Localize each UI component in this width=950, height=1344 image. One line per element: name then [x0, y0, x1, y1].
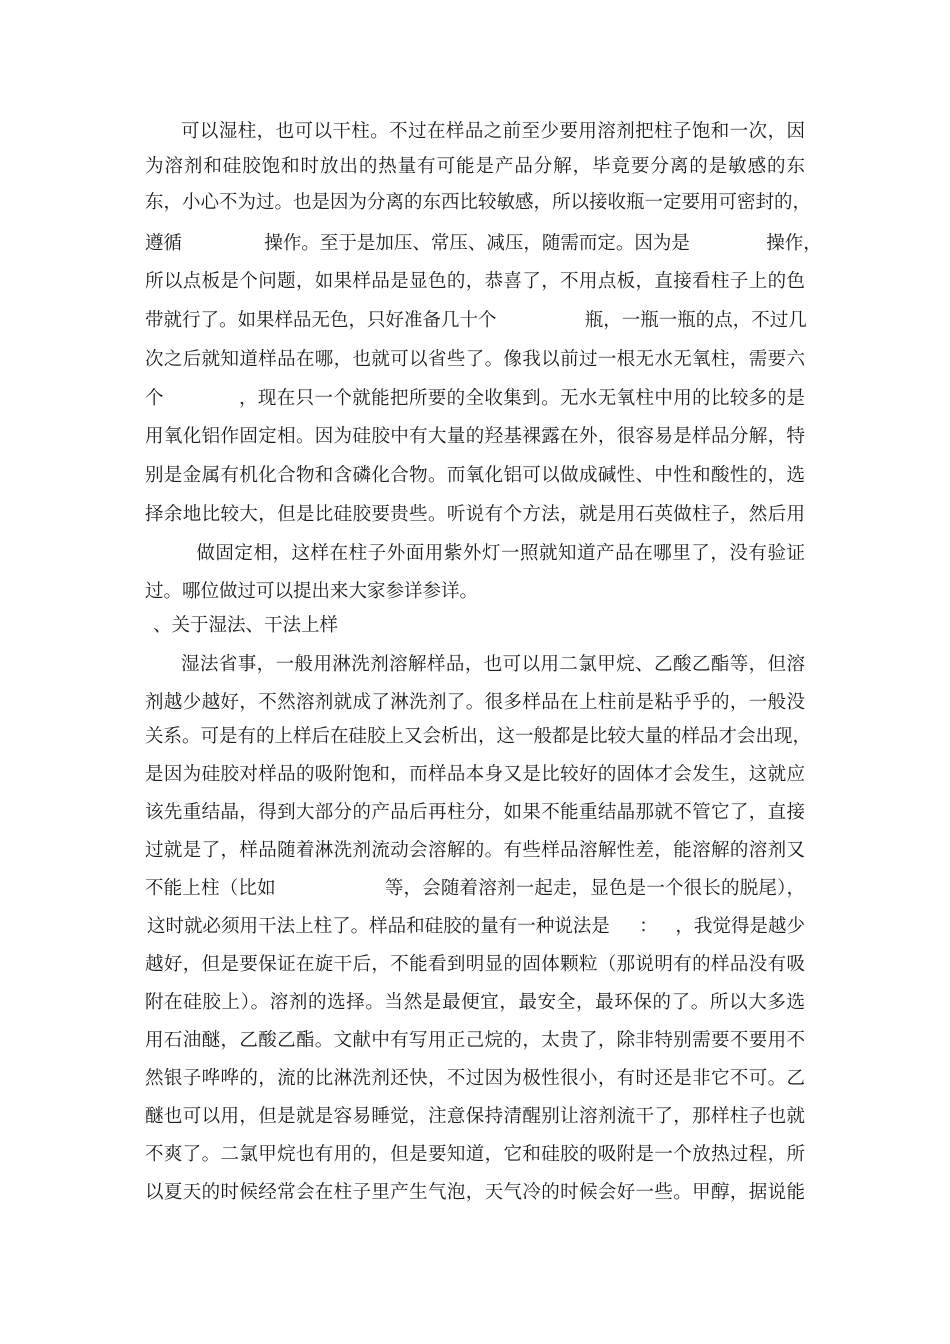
text-line: 醚也可以用，但是就是容易睡觉，注意保持清醒别让溶剂流干了，那样柱子也就: [145, 1106, 805, 1127]
text-line: 以夏天的时候经常会在柱子里产生气泡，天气冷的时候会好一些。甲醇，据说能: [145, 1182, 805, 1203]
text-line: 越好，但是要保证在旋干后，不能看到明显的固体颗粒（那说明有的样品没有吸: [145, 954, 805, 975]
text-line: 东，小心不为过。也是因为分离的东西比较敏感，所以接收瓶一定要用可密封的，: [145, 192, 812, 213]
text-line: 不爽了。二氯甲烷也有用的，但是要知道，它和硅胶的吸附是一个放热过程，所: [145, 1144, 805, 1165]
text-line: 关系。可是有的上样后在硅胶上又会析出，这一般都是比较大量的样品才会出现，: [145, 726, 812, 747]
text-line: 附在硅胶上）。溶剂的选择。当然是最便宜，最安全，最环保的了。所以大多选: [145, 992, 805, 1013]
text-line: 过。哪位做过可以提出来大家参详参详。: [145, 581, 479, 602]
text-line: 过就是了，样品随着淋洗剂流动会溶解的。有些样品溶解性差，能溶解的溶剂又: [145, 840, 805, 861]
text-line: 这时就必须用干法上柱了。样品和硅胶的量有一种说法是 ： ，我觉得是越少: [147, 916, 805, 937]
text-line: 个 ，现在只一个就能把所要的全收集到。无水无氧柱中用的比较多的是: [145, 388, 805, 409]
text-line: 不能上柱（比如 等，会随着溶剂一起走，显色是一个很长的脱尾），: [145, 878, 805, 899]
text-line: 用氧化铝作固定相。因为硅胶中有大量的羟基裸露在外，很容易是样品分解，特: [145, 426, 805, 447]
text-line: 剂越少越好，不然溶剂就成了淋洗剂了。很多样品在上柱前是粘乎乎的，一般没: [145, 692, 805, 713]
text-line: 该先重结晶，得到大部分的产品后再柱分，如果不能重结晶那就不管它了，直接: [145, 802, 805, 823]
text-line: 择余地比较大，但是比硅胶要贵些。听说有个方法，就是用石英做柱子，然后用: [145, 504, 805, 525]
text-line: 遵循 操作。至于是加压、常压、减压，随需而定。因为是 操作，: [145, 233, 822, 254]
text-line: 湿法省事，一般用淋洗剂溶解样品，也可以用二氯甲烷、乙酸乙酯等，但溶: [181, 654, 805, 675]
section-heading: 、关于湿法、干法上样: [153, 615, 339, 636]
text-line: 次之后就知道样品在哪，也就可以省些了。像我以前过一根无水无氧柱，需要六: [145, 349, 805, 370]
text-line: 然银子哗哗的，流的比淋洗剂还快，不过因为极性很小，有时还是非它不可。乙: [145, 1068, 805, 1089]
text-line: 所以点板是个问题，如果样品是显色的，恭喜了，不用点板，直接看柱子上的色: [145, 271, 805, 292]
text-line: 是因为硅胶对样品的吸附饱和，而样品本身又是比较好的固体才会发生，这就应: [145, 764, 805, 785]
text-line: 用石油醚，乙酸乙酯。文献中有写用正己烷的，太贵了，除非特别需要不要用不: [145, 1030, 805, 1051]
text-line: 为溶剂和硅胶饱和时放出的热量有可能是产品分解，毕竟要分离的是敏感的东: [145, 156, 805, 177]
text-line: 别是金属有机化合物和含磷化合物。而氧化铝可以做成碱性、中性和酸性的，选: [145, 465, 805, 486]
text-line: 可以湿柱，也可以干柱。不过在样品之前至少要用溶剂把柱子饱和一次，因: [181, 121, 805, 142]
text-line: 带就行了。如果样品无色，只好准备几十个 瓶，一瓶一瓶的点，不过几: [145, 310, 807, 331]
text-line: 做固定相，这样在柱子外面用紫外灯一照就知道产品在哪里了，没有验证: [145, 543, 805, 564]
